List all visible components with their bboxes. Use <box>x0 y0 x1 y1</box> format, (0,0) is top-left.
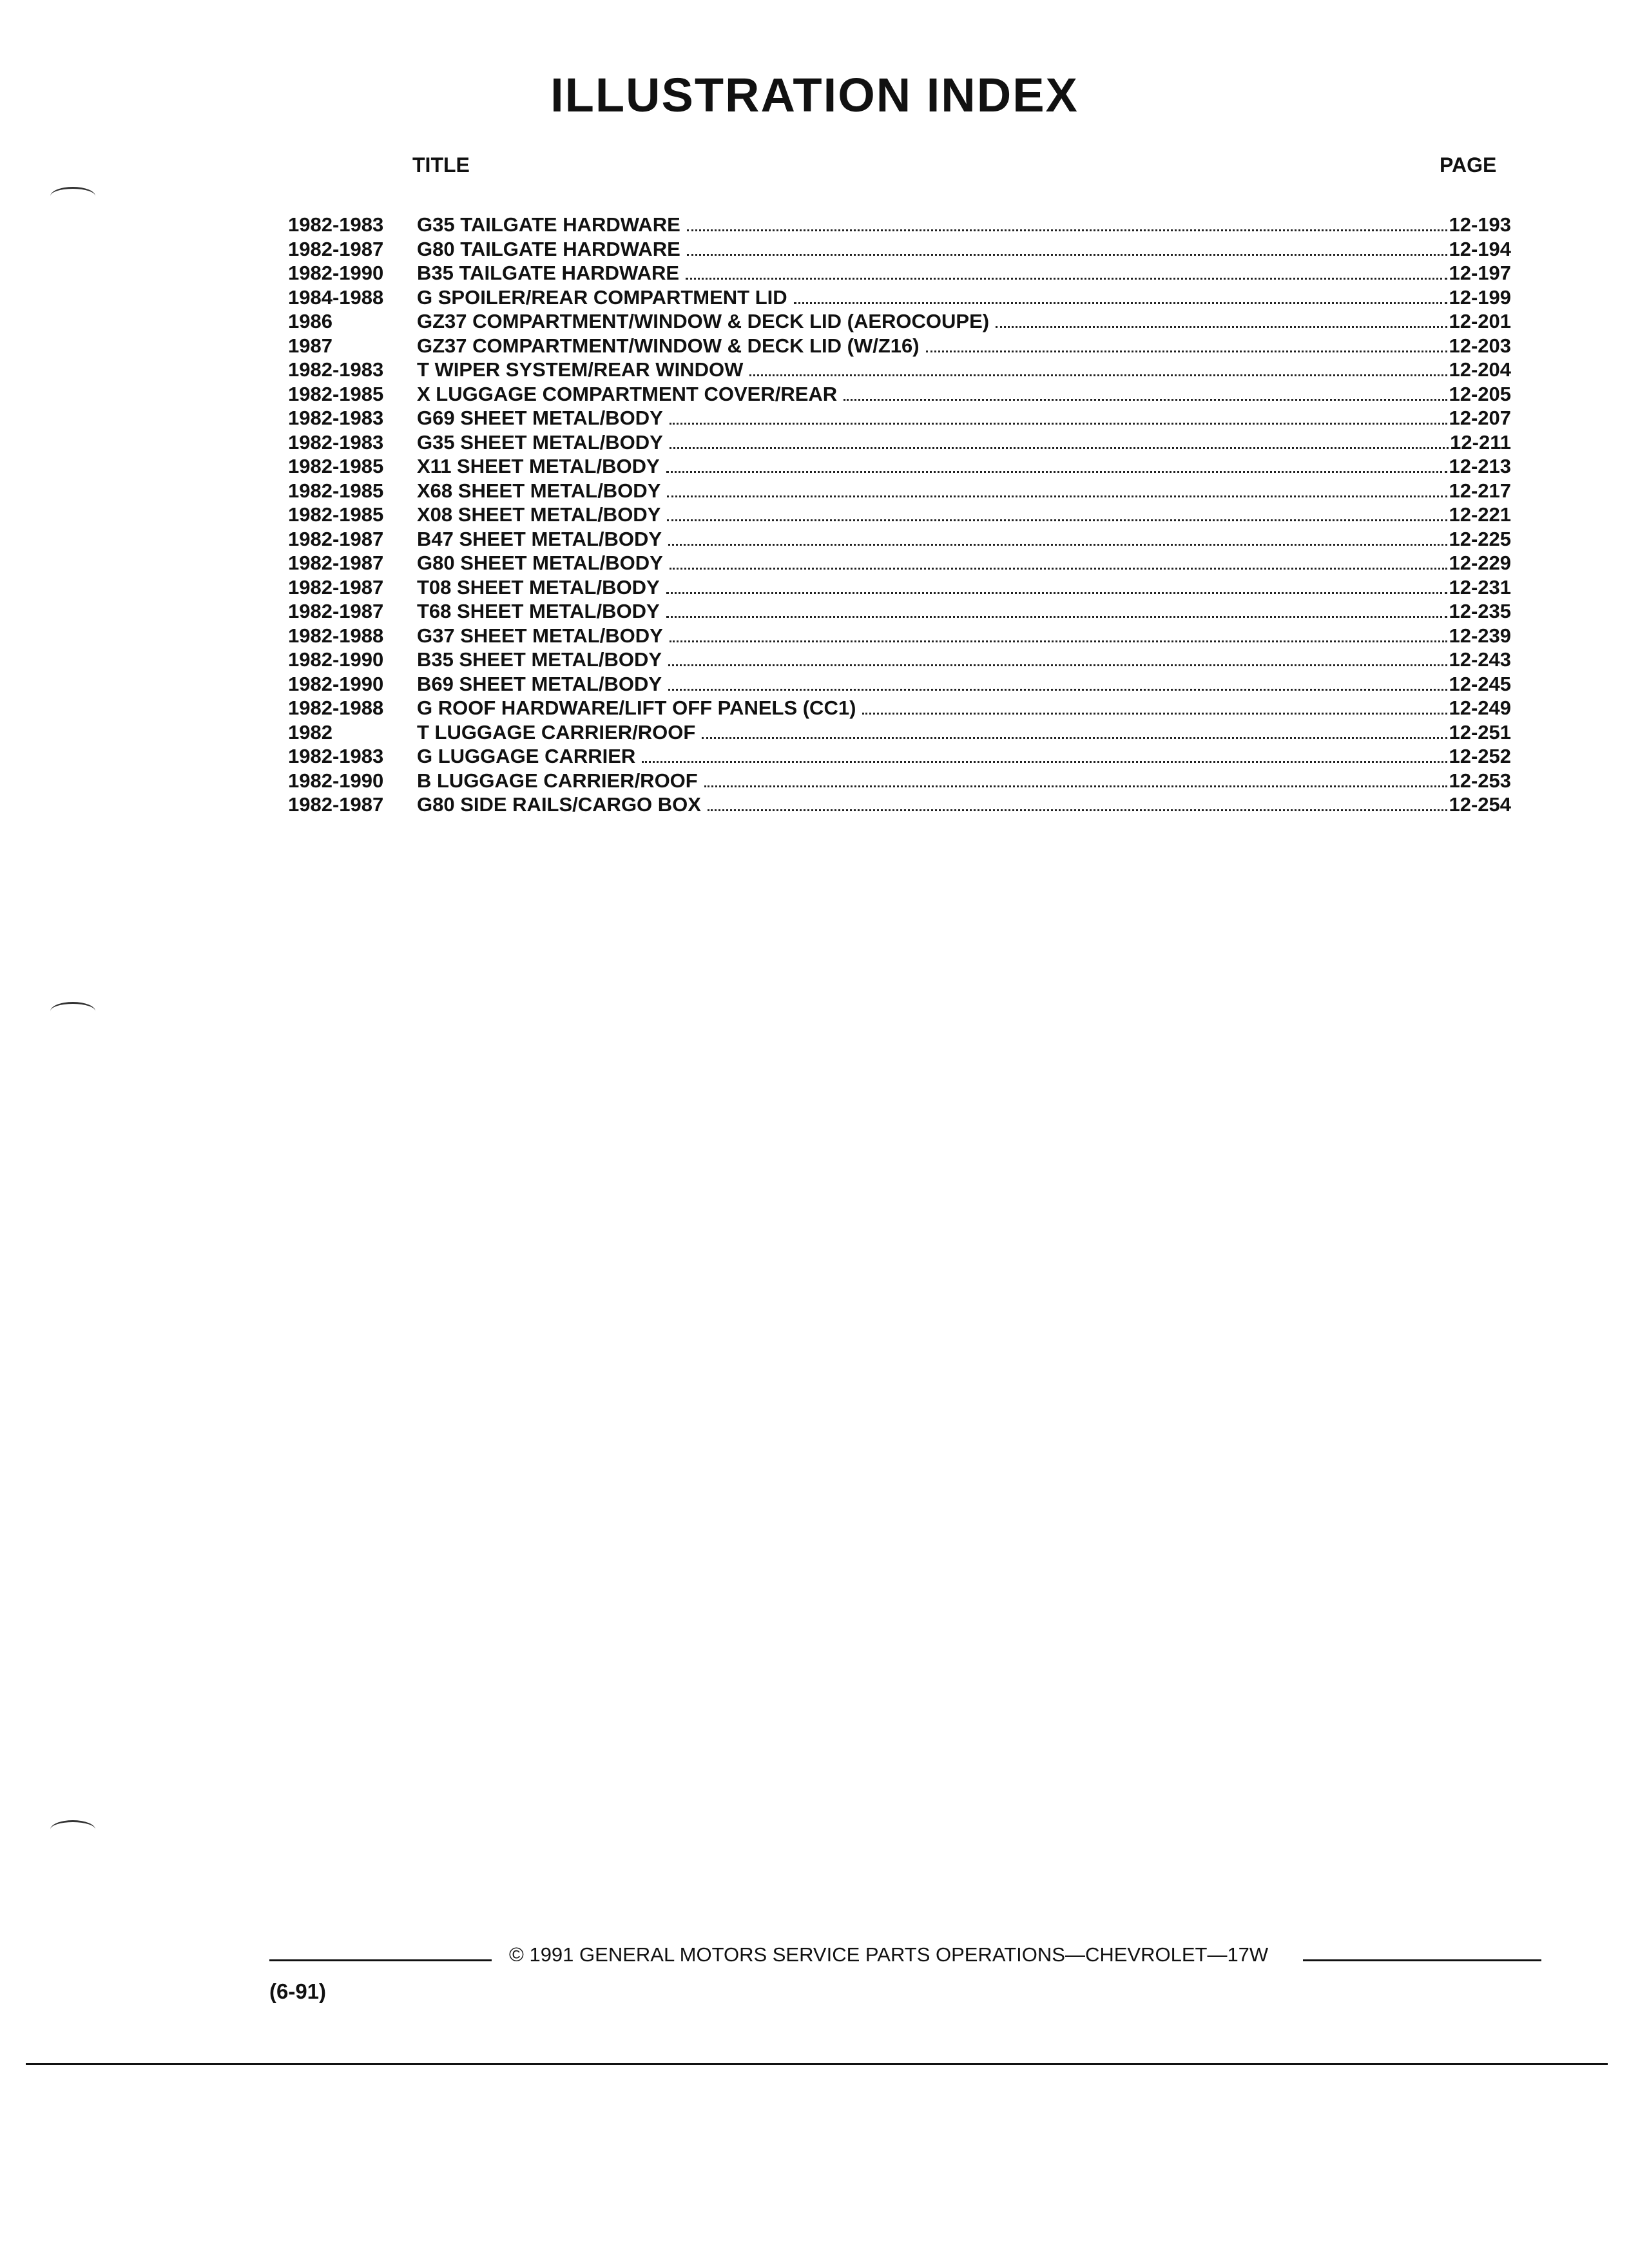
index-row-page: 12-205 <box>1449 382 1511 405</box>
dot-leader <box>642 760 1447 763</box>
index-row-page: 12-245 <box>1449 672 1511 695</box>
index-row-page: 12-211 <box>1450 430 1511 454</box>
index-row-title: G35 TAILGATE HARDWARE <box>417 213 680 236</box>
index-row-page: 12-243 <box>1449 648 1511 671</box>
index-row <box>288 261 1511 285</box>
index-row-title: B LUGGAGE CARRIER/ROOF <box>417 769 698 792</box>
index-row <box>288 720 1511 745</box>
dot-leader <box>670 447 1449 449</box>
index-row-page: 12-225 <box>1449 527 1511 550</box>
index-row-title: T68 SHEET METAL/BODY <box>417 600 660 622</box>
index-row-page: 12-251 <box>1449 720 1511 744</box>
index-row-page: 12-231 <box>1449 575 1511 599</box>
index-row-page: 12-201 <box>1449 310 1511 332</box>
index-row-title: X68 SHEET METAL/BODY <box>417 479 661 502</box>
bottom-rule <box>26 2063 1608 2065</box>
index-row-years: 1982-1990 <box>288 262 384 284</box>
index-row-title: G35 SHEET METAL/BODY <box>417 430 663 454</box>
dot-leader <box>666 615 1448 618</box>
index-row <box>288 744 1511 769</box>
index-row-years: 1982-1990 <box>288 648 384 671</box>
dot-leader <box>686 277 1447 280</box>
index-row <box>288 358 1511 382</box>
index-row <box>288 479 1511 503</box>
dot-leader <box>670 422 1448 425</box>
index-row <box>288 213 1511 237</box>
dot-leader <box>794 302 1448 304</box>
index-row-title: X11 SHEET METAL/BODY <box>417 455 660 477</box>
index-row-title: X08 SHEET METAL/BODY <box>417 503 661 526</box>
index-row <box>288 430 1511 455</box>
footer-rule-left <box>269 1959 492 1961</box>
index-row-title: G SPOILER/REAR COMPARTMENT LID <box>417 285 787 309</box>
index-row-title: G ROOF HARDWARE/LIFT OFF PANELS (CC1) <box>417 697 856 719</box>
index-row <box>288 551 1511 575</box>
index-row-years: 1982-1987 <box>288 527 384 550</box>
dot-leader <box>666 591 1448 594</box>
index-row-years: 1982-1985 <box>288 479 384 502</box>
dot-leader <box>667 495 1447 497</box>
index-row-page: 12-197 <box>1449 262 1511 284</box>
index-row <box>288 454 1511 479</box>
footer-revision-code: (6-91) <box>269 1979 327 2003</box>
index-row-page: 12-253 <box>1449 769 1511 792</box>
index-row-years: 1982 <box>288 720 333 744</box>
index-row-page: 12-199 <box>1449 285 1511 309</box>
index-row-title: G LUGGAGE CARRIER <box>417 745 636 767</box>
index-row <box>288 334 1511 358</box>
index-row <box>288 672 1511 697</box>
dot-leader <box>668 664 1447 666</box>
index-row-years: 1982-1983 <box>288 745 384 767</box>
index-row-title: GZ37 COMPARTMENT/WINDOW & DECK LID (W/Z16) <box>417 334 920 357</box>
index-row <box>288 237 1511 262</box>
index-row-title: G37 SHEET METAL/BODY <box>417 624 663 647</box>
index-row-page: 12-252 <box>1449 745 1511 767</box>
index-row-page: 12-239 <box>1449 624 1511 647</box>
index-row <box>288 309 1511 334</box>
index-row-title: B35 TAILGATE HARDWARE <box>417 262 680 284</box>
binder-hole-mark <box>50 1002 95 1021</box>
index-row-title: B69 SHEET METAL/BODY <box>417 672 662 695</box>
index-row-page: 12-221 <box>1449 503 1511 526</box>
index-row-years: 1982-1983 <box>288 358 384 381</box>
index-list <box>288 213 1511 817</box>
index-row <box>288 575 1511 600</box>
index-row-title: X LUGGAGE COMPARTMENT COVER/REAR <box>417 382 838 405</box>
dot-leader <box>668 543 1447 546</box>
index-row-title: T WIPER SYSTEM/REAR WINDOW <box>417 358 744 381</box>
footer-copyright: © 1991 GENERAL MOTORS SERVICE PARTS OPERATIONS—CHEVROLET—17W <box>509 1943 1269 1966</box>
index-row <box>288 648 1511 672</box>
index-row-years: 1982-1987 <box>288 793 384 816</box>
dot-leader <box>749 374 1447 376</box>
page-title: ILLUSTRATION INDEX <box>550 68 1079 122</box>
index-row-years: 1982-1988 <box>288 624 384 647</box>
index-row <box>288 769 1511 793</box>
index-row <box>288 527 1511 552</box>
dot-leader <box>702 736 1447 739</box>
index-row-years: 1982-1990 <box>288 672 384 695</box>
index-row-title: G80 TAILGATE HARDWARE <box>417 237 680 260</box>
index-row-title: B47 SHEET METAL/BODY <box>417 527 662 550</box>
index-row-page: 12-249 <box>1449 697 1511 719</box>
index-row-years: 1982-1990 <box>288 769 384 792</box>
dot-leader <box>668 688 1447 691</box>
dot-leader <box>687 253 1448 256</box>
index-row-years: 1982-1985 <box>288 503 384 526</box>
dot-leader <box>704 785 1448 787</box>
dot-leader <box>996 325 1447 328</box>
dot-leader <box>670 567 1448 570</box>
index-row-page: 12-203 <box>1449 334 1511 357</box>
index-row-years: 1982-1987 <box>288 237 384 260</box>
index-row-years: 1982-1987 <box>288 552 384 574</box>
index-row-page: 12-194 <box>1449 237 1511 260</box>
index-row-years: 1982-1987 <box>288 575 384 599</box>
index-row-title: GZ37 COMPARTMENT/WINDOW & DECK LID (AEROCOUPE) <box>417 310 990 332</box>
binder-hole-mark <box>50 1820 95 1839</box>
index-row-title: G69 SHEET METAL/BODY <box>417 407 663 429</box>
index-row-years: 1982-1985 <box>288 455 384 477</box>
index-row-years: 1986 <box>288 310 333 332</box>
index-row-title: B35 SHEET METAL/BODY <box>417 648 662 671</box>
page-column-header: PAGE <box>1440 153 1497 177</box>
dot-leader <box>926 350 1448 352</box>
index-row-years: 1982-1988 <box>288 697 384 719</box>
index-row-title: G80 SIDE RAILS/CARGO BOX <box>417 793 701 816</box>
index-row-title: G80 SHEET METAL/BODY <box>417 552 663 574</box>
index-row <box>288 382 1511 407</box>
index-row <box>288 406 1511 430</box>
index-row-years: 1982-1983 <box>288 430 384 454</box>
dot-leader <box>843 398 1447 401</box>
index-row-page: 12-204 <box>1449 358 1511 381</box>
dot-leader <box>667 519 1447 521</box>
dot-leader <box>862 712 1447 715</box>
index-row <box>288 285 1511 310</box>
index-row-page: 12-235 <box>1449 600 1511 622</box>
index-row-title: T LUGGAGE CARRIER/ROOF <box>417 720 696 744</box>
index-row <box>288 624 1511 648</box>
index-row-years: 1982-1983 <box>288 407 384 429</box>
index-row-title: T08 SHEET METAL/BODY <box>417 575 660 599</box>
dot-leader <box>687 229 1448 231</box>
title-column-header: TITLE <box>412 153 470 177</box>
binder-hole-mark <box>50 187 95 206</box>
footer-rule-right <box>1303 1959 1541 1961</box>
index-row-years: 1984-1988 <box>288 285 384 309</box>
index-row-years: 1982-1987 <box>288 600 384 622</box>
index-row-page: 12-254 <box>1449 793 1511 816</box>
index-row-page: 12-217 <box>1449 479 1511 502</box>
index-row-page: 12-207 <box>1449 407 1511 429</box>
index-row-years: 1982-1985 <box>288 382 384 405</box>
index-row <box>288 696 1511 720</box>
index-row <box>288 599 1511 624</box>
dot-leader <box>670 640 1448 642</box>
index-row <box>288 503 1511 527</box>
dot-leader <box>708 809 1448 811</box>
index-row-years: 1987 <box>288 334 333 357</box>
index-row <box>288 793 1511 817</box>
index-row-page: 12-193 <box>1449 213 1511 236</box>
dot-leader <box>666 470 1448 473</box>
index-row-page: 12-229 <box>1449 552 1511 574</box>
index-row-years: 1982-1983 <box>288 213 384 236</box>
index-row-page: 12-213 <box>1449 455 1511 477</box>
